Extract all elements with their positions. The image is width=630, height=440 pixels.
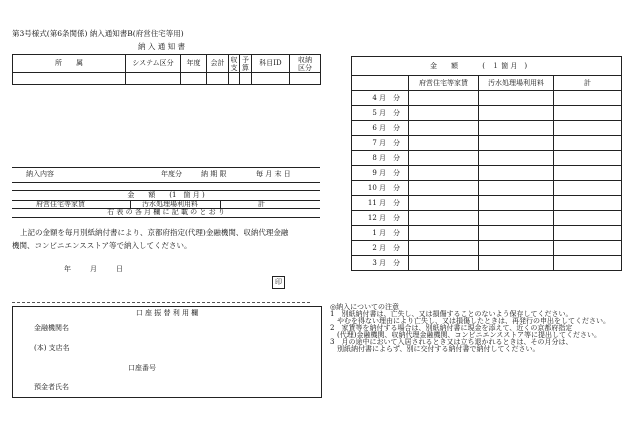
header-year: 年度 [181, 55, 207, 73]
payment-notes [330, 304, 626, 353]
cell-account [207, 73, 229, 85]
bank-title: 口 座 振 替 利 用 欄 [135, 309, 199, 317]
header-budget: 予 算 [240, 55, 252, 73]
info-top-line [12, 167, 320, 168]
cell-department [13, 73, 126, 85]
body-text-line2: 機関、コンビニエンスストア等で納入してください。 [12, 241, 192, 250]
month-label: 9 月 分 [352, 166, 409, 181]
amount-title: 金 額 (1 箇 月 ) [127, 191, 205, 199]
cell-collection [290, 73, 321, 85]
note-line: (代理)金融機関、収納代理金融機関、コンビニエンスストア等に提出してください。 [330, 331, 602, 339]
cell-year [181, 73, 207, 85]
header-income: 収 支 [230, 55, 238, 72]
note-line: やむを得ない理由により亡失し、又は損傷したときは、再発行の申出をしてください。 [330, 317, 610, 325]
official-seal: 印 [272, 276, 285, 289]
amount-note: 右 表 の 各 月 欄 に 記 載 の と お り [107, 208, 225, 216]
note-line: 3 月の途中において入居されるとき又は立ち退かれるときは、その月分は、 [330, 338, 573, 346]
monthly-amount-table [351, 56, 622, 271]
cell-income [229, 73, 240, 85]
fiscal-year-label: 年度分 [161, 170, 182, 178]
header-account: 会計 [207, 55, 229, 73]
date-month: 月 [90, 265, 97, 273]
amount-col-rent: 府営住宅等家賃 [36, 200, 85, 208]
month-label: 8 月 分 [352, 151, 409, 166]
note-line: 1 別紙納付書は、亡失し、又は損傷することのないよう保存してください。 [330, 310, 573, 318]
note-line: 2 家賃等を納付する場合は、別紙納付書に現金を添えて、近くの京都府指定 [330, 324, 573, 332]
month-label: 6 月 分 [352, 121, 409, 136]
cell-budget [240, 73, 252, 85]
bank-transfer-box [12, 306, 322, 398]
bank-branch-label: (本) 支店名 [34, 344, 70, 352]
bank-institution-label: 金融機関名 [34, 324, 69, 332]
month-label: 11 月 分 [352, 196, 409, 211]
month-label: 2 月 分 [352, 241, 409, 256]
date-year: 年 [64, 265, 71, 273]
monthly-header-amount: 金 額 [430, 61, 458, 70]
bank-holder-label: 預金者氏名 [34, 383, 69, 391]
monthly-header [352, 57, 622, 76]
monthly-col-total: 計 [554, 76, 622, 91]
cell-subject-id [252, 73, 290, 85]
date-day: 日 [116, 265, 123, 273]
header-system: システム区分 [126, 55, 181, 73]
bank-account-label: 口座番号 [128, 364, 156, 372]
month-label: 7 月 分 [352, 136, 409, 151]
info-bottom-line [12, 182, 320, 183]
amount-col-sewage: 汚水処理場利用料 [142, 200, 198, 208]
note-line: 別紙納付書によらず、別に交付する納付書で納付してください。 [330, 345, 540, 353]
month-label: 5 月 分 [352, 106, 409, 121]
header-subject-id: 科目ID [252, 55, 290, 73]
classification-table [12, 54, 321, 85]
document-title: 第3号様式(第6条関係) 納入通知書B(府営住宅等用) [12, 29, 184, 38]
notes-title: ◎納入についての注意 [330, 303, 399, 311]
cell-system [126, 73, 181, 85]
amount-col-total: 計 [258, 200, 265, 208]
month-label: 1 月 分 [352, 226, 409, 241]
payment-content-label: 納入内容 [26, 170, 54, 178]
body-text-line1: 上記の金額を毎月別紙納付書により、京都府指定(代理)金融機関、収納代理金融 [20, 228, 289, 237]
monthly-col-rent: 府営住宅等家賃 [409, 76, 479, 91]
monthly-col-sewage: 汚水処理場利用料 [479, 76, 554, 91]
amount-box [12, 190, 320, 218]
month-label: 10 月 分 [352, 181, 409, 196]
month-label: 3 月 分 [352, 256, 409, 271]
month-label: 12 月 分 [352, 211, 409, 226]
monthly-corner [352, 76, 409, 91]
header-department: 所 属 [13, 55, 126, 73]
cut-line [12, 302, 310, 303]
notice-heading: 納 入 通 知 書 [138, 42, 186, 51]
header-collection: 収納 区分 [290, 55, 321, 73]
month-label: 4 月 分 [352, 91, 409, 106]
monthly-header-period: ( １ 箇 月 ) [482, 61, 528, 70]
deadline-value: 毎 月 末 日 [256, 170, 291, 178]
deadline-label: 納 期 限 [201, 170, 227, 178]
